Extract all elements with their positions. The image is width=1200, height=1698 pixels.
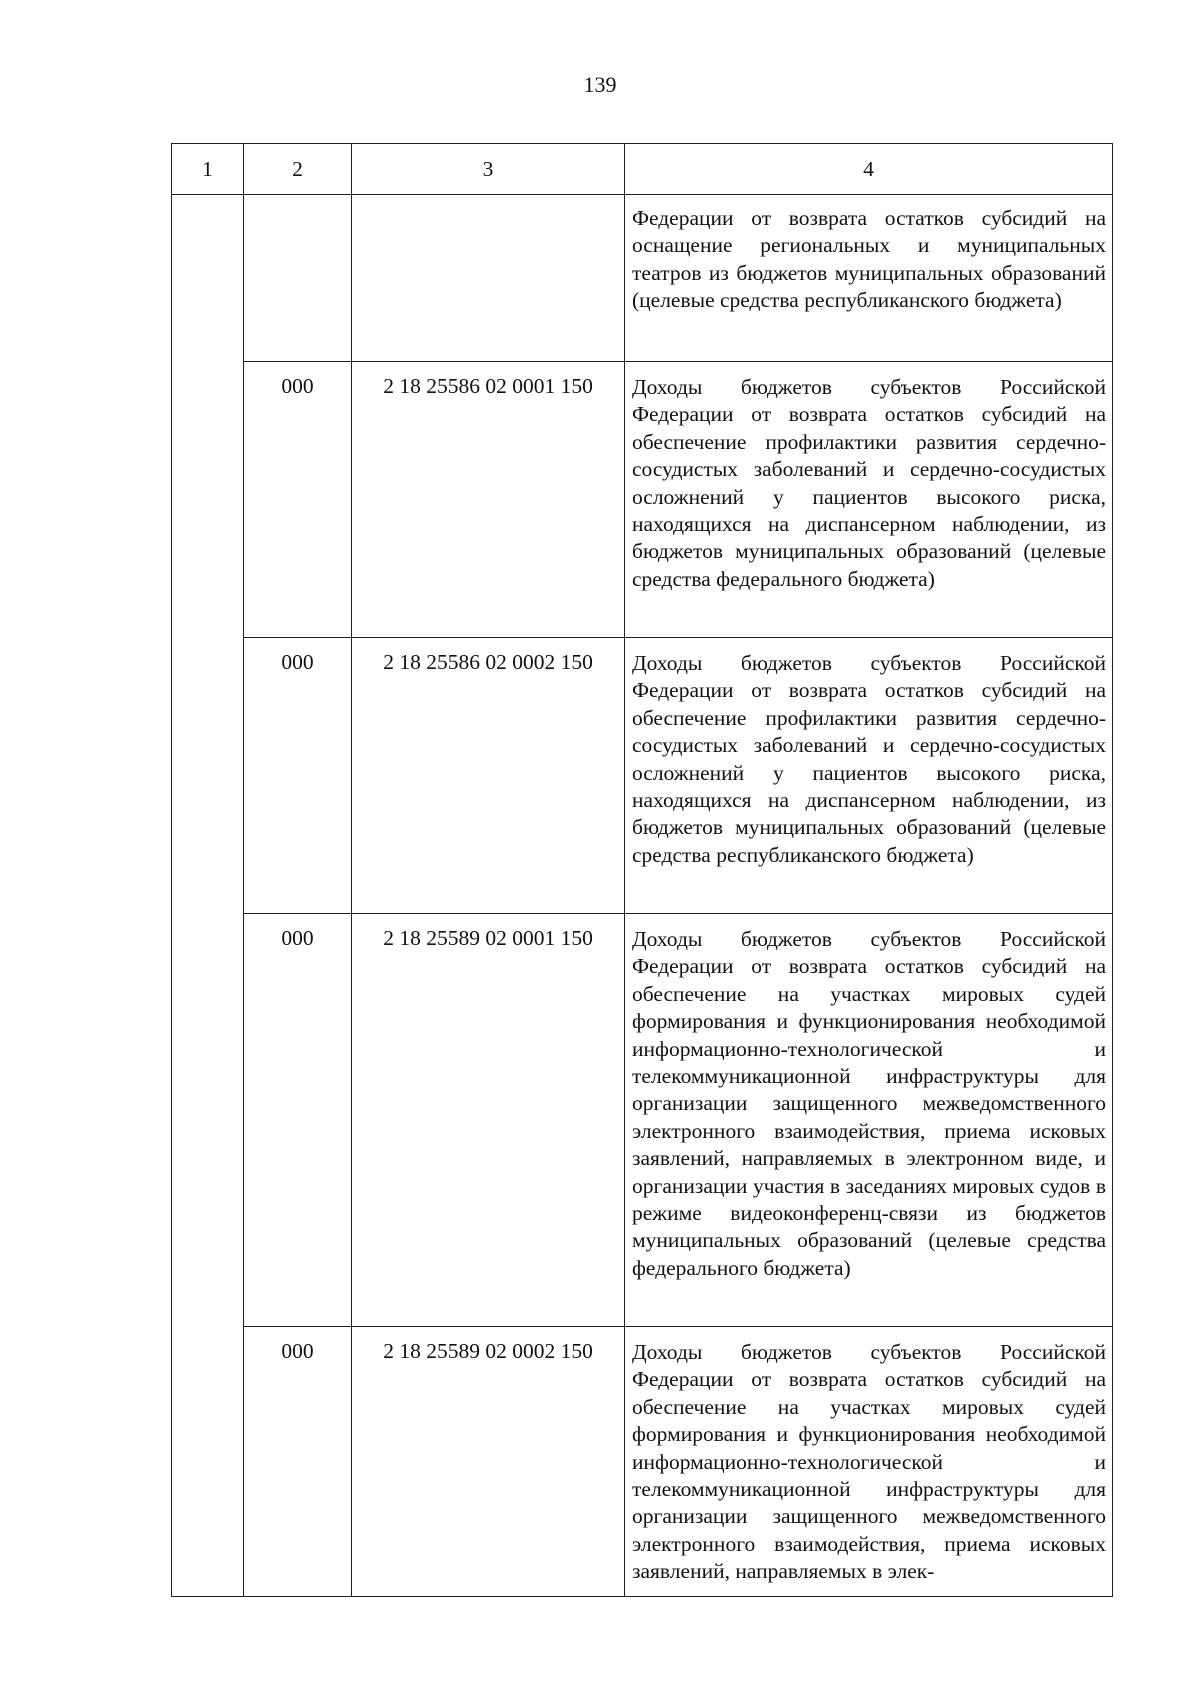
description-cell: Доходы бюджетов субъектов Российской Федерации от возврата остатков субсидий на обеспечение на участках мировых судей формирования и функционирования необходимой информационно-технологической и телекоммуникационной инфраструктуры для организации защищенного межведомственного электронного взаимодействия, приема исковых заявлений, направляемых в электронном виде, и организации участия в заседаниях мировых судов в режиме видеоконференц-связи из бюджетов муниципальных образований (целевые средства федерального бюджета) xyxy=(625,914,1113,1327)
table-row xyxy=(172,362,1113,638)
admin-code-cell xyxy=(244,195,352,362)
table-row xyxy=(172,914,1113,1327)
header-col-1: 1 xyxy=(172,144,244,195)
description-cell: Федерации от возврата остатков субсидий на оснащение региональных и муниципальных театров из бюджетов муниципальных образований (целевые средства республиканского бюджета) xyxy=(625,195,1113,362)
header-col-4: 4 xyxy=(625,144,1113,195)
budget-codes-table xyxy=(171,143,1113,1597)
admin-code-cell: 000 xyxy=(244,914,352,1327)
header-col-3: 3 xyxy=(352,144,625,195)
budget-code-cell: 2 18 25589 02 0001 150 xyxy=(352,914,625,1327)
description-cell: Доходы бюджетов субъектов Российской Федерации от возврата остатков субсидий на обеспечение профилактики развития сердечно-сосудистых заболеваний и сердечно-сосудистых осложнений у пациентов высокого риска, находящихся на диспансерном наблюдении, из бюджетов муниципальных образований (целевые средства федерального бюджета) xyxy=(625,362,1113,638)
budget-code-cell: 2 18 25586 02 0002 150 xyxy=(352,638,625,914)
row-number-cell xyxy=(172,195,244,1597)
budget-code-cell: 2 18 25586 02 0001 150 xyxy=(352,362,625,638)
table-header-row xyxy=(172,144,1113,195)
description-cell: Доходы бюджетов субъектов Российской Федерации от возврата остатков субсидий на обеспечение профилактики развития сердечно-сосудистых заболеваний и сердечно-сосудистых осложнений у пациентов высокого риска, находящихся на диспансерном наблюдении, из бюджетов муниципальных образований (целевые средства республиканского бюджета) xyxy=(625,638,1113,914)
budget-code-cell: 2 18 25589 02 0002 150 xyxy=(352,1327,625,1597)
admin-code-cell: 000 xyxy=(244,1327,352,1597)
budget-code-cell xyxy=(352,195,625,362)
admin-code-cell: 000 xyxy=(244,362,352,638)
admin-code-cell: 000 xyxy=(244,638,352,914)
description-cell: Доходы бюджетов субъектов Российской Федерации от возврата остатков субсидий на обеспечение на участках мировых судей формирования и функционирования необходимой информационно-технологической и телекоммуникационной инфраструктуры для организации защищенного межведомственного электронного взаимодействия, приема исковых заявлений, направляемых в элек- xyxy=(625,1327,1113,1597)
table-row xyxy=(172,638,1113,914)
page-number: 139 xyxy=(583,72,617,97)
table-row xyxy=(172,195,1113,362)
header-col-2: 2 xyxy=(244,144,352,195)
table-row xyxy=(172,1327,1113,1597)
